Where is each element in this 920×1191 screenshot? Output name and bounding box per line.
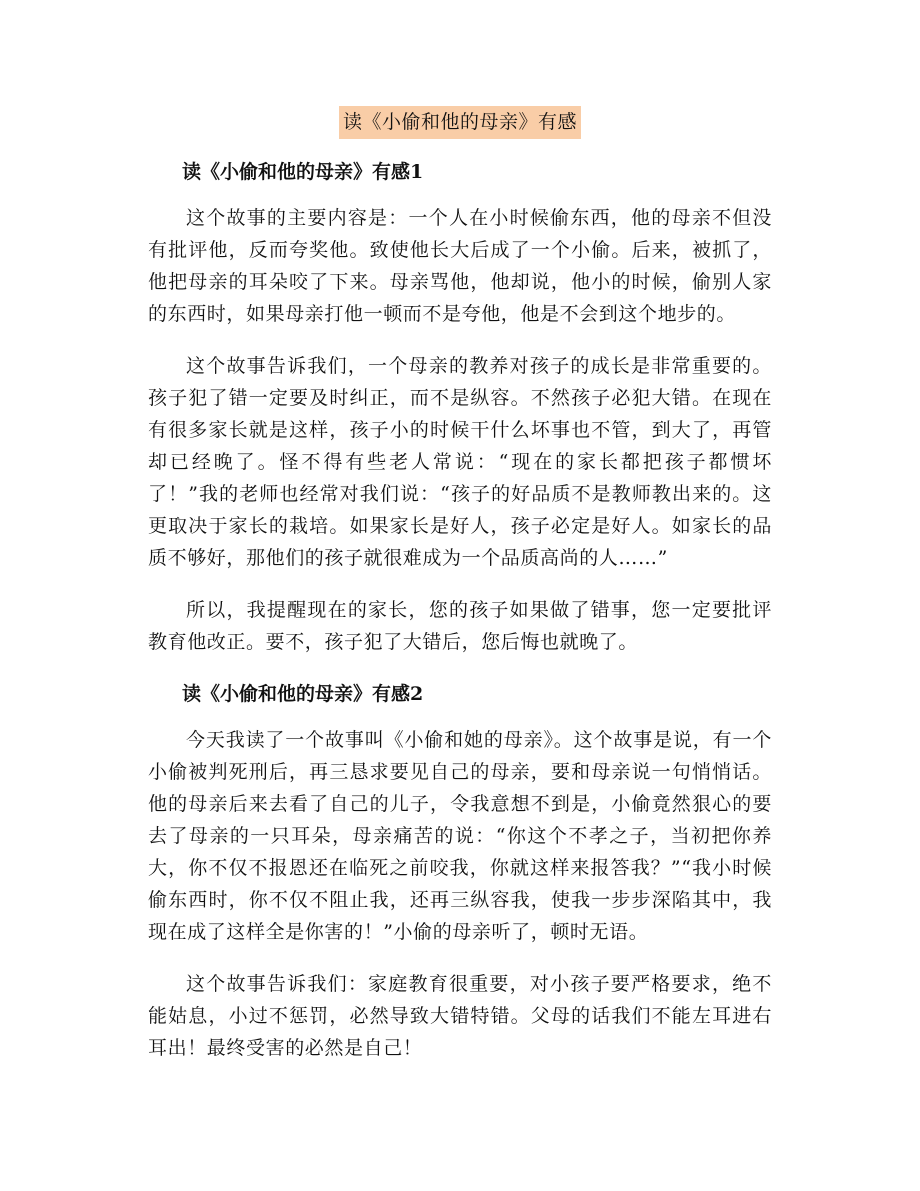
section-1 — [148, 156, 772, 658]
document-body — [148, 156, 772, 1084]
section-1-paragraph-2: 这个故事告诉我们，一个母亲的教养对孩子的成长是非常重要的。孩子犯了错一定要及时纠正，而不是纵容。不然孩子必犯大错。在现在有很多家长就是这样，孩子小的时候干什么坏事也不管，到大了，再管却已经晚了。怪不得有些老人常说：“现在的家长都把孩子都惯坏了！”我的老师也经常对我们说：“孩子的好品质不是教师教出来的。这更取决于家长的栽培。如果家长是好人，孩子必定是好人。如家长的品质不够好，那他们的孩子就很难成为一个品质高尚的人……” — [148, 355, 772, 569]
title-container — [0, 106, 920, 139]
section-1-heading: 读《小偷和他的母亲》有感1 — [182, 161, 424, 183]
section-1-paragraph-3: 所以，我提醒现在的家长，您的孩子如果做了错事，您一定要批评教育他改正。要不，孩子犯了大错后，您后悔也就晚了。 — [148, 599, 772, 653]
section-2 — [148, 678, 772, 1064]
section-1-paragraph-1: 这个故事的主要内容是：一个人在小时候偷东西，他的母亲不但没有批评他，反而夸奖他。致使他长大后成了一个小偷。后来，被抓了，他把母亲的耳朵咬了下来。母亲骂他，他却说，他小的时候，偷别人家的东西时，如果母亲打他一顿而不是夸他，他是不会到这个地步的。 — [148, 207, 772, 325]
section-2-paragraph-2: 这个故事告诉我们：家庭教育很重要，对小孩子要严格要求，绝不能姑息，小过不惩罚，必然导致大错特错。父母的话我们不能左耳进右耳出！最终受害的必然是自己！ — [148, 973, 772, 1059]
document-title: 读《小偷和他的母亲》有感 — [339, 106, 581, 139]
section-2-heading: 读《小偷和他的母亲》有感2 — [182, 683, 424, 705]
section-2-paragraph-1: 今天我读了一个故事叫《小偷和她的母亲》。这个故事是说，有一个小偷被判死刑后，再三恳求要见自己的母亲，要和母亲说一句悄悄话。他的母亲后来去看了自己的儿子，令我意想不到是，小偷竟然狠心的要去了母亲的一只耳朵，母亲痛苦的说：“你这个不孝之子，当初把你养大，你不仅不报恩还在临死之前咬我，你就这样来报答我？”“我小时候偷东西时，你不仅不阻止我，还再三纵容我，使我一步步深陷其中，我现在成了这样全是你害的！”小偷的母亲听了，顿时无语。 — [148, 729, 772, 943]
